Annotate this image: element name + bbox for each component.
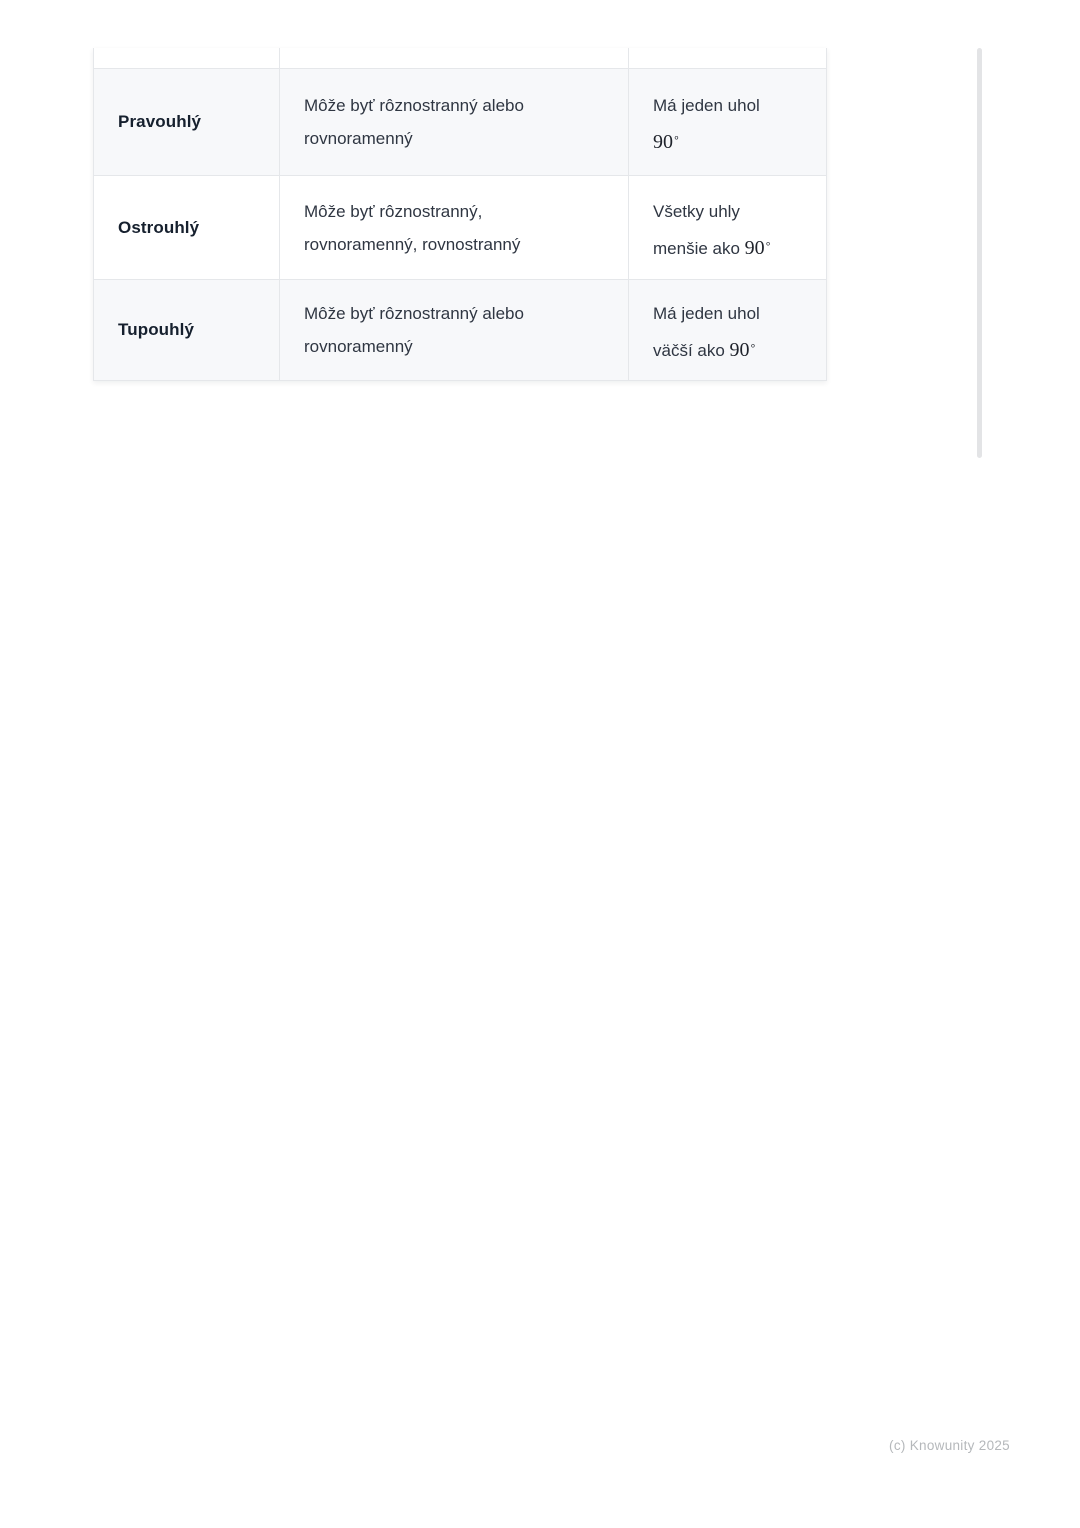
table-cell-angles [628, 69, 828, 175]
table-cell-empty [628, 48, 828, 68]
description-line: rovnoramenný [304, 129, 413, 148]
row-label: Tupouhlý [118, 320, 195, 339]
math-value: 90 [744, 236, 765, 259]
row-label: Ostrouhlý [118, 217, 200, 237]
table-cell-description [279, 69, 628, 175]
degree-symbol: ∘ [673, 132, 680, 144]
degree-symbol: ∘ [764, 237, 772, 250]
angle-line: väčší ako 90∘ [653, 339, 757, 361]
description-line: Môže byť rôznostranný alebo [304, 96, 524, 115]
table-cell-type [94, 69, 279, 175]
table-row [94, 68, 826, 175]
angle-line: Má jeden uhol [653, 96, 760, 115]
scrollbar-track[interactable] [982, 48, 1028, 458]
table-cell-empty [279, 48, 628, 68]
table-cell-description [279, 176, 628, 279]
description-line: Môže byť rôznostranný, [304, 201, 483, 221]
row-label: Pravouhlý [118, 112, 202, 131]
math-value: 90 [653, 131, 673, 153]
table-row [94, 279, 826, 380]
degree-symbol: ∘ [749, 340, 757, 352]
table-cell-angles [628, 280, 828, 380]
description-line: rovnoramenný, rovnostranný [304, 234, 521, 254]
table-row [94, 175, 826, 279]
description-line: Môže byť rôznostranný alebo [304, 304, 524, 323]
table-cell-description [279, 280, 628, 380]
angle-line [653, 122, 812, 159]
table-cell-type [94, 280, 279, 380]
description-line: rovnoramenný [304, 337, 413, 356]
scrollbar-thumb[interactable] [977, 48, 982, 458]
angle-line: Má jeden uhol [653, 304, 760, 323]
table-cell-angles [628, 176, 828, 279]
math-value: 90 [729, 339, 750, 361]
triangle-types-table [93, 48, 827, 381]
table-cell-empty [94, 48, 279, 68]
table-row-fragment [94, 48, 826, 68]
copyright-text: (c) Knowunity 2025 [889, 1438, 1010, 1453]
angle-line: menšie ako 90∘ [653, 236, 772, 259]
angle-line: Všetky uhly [653, 201, 740, 221]
table-cell-type [94, 176, 279, 279]
